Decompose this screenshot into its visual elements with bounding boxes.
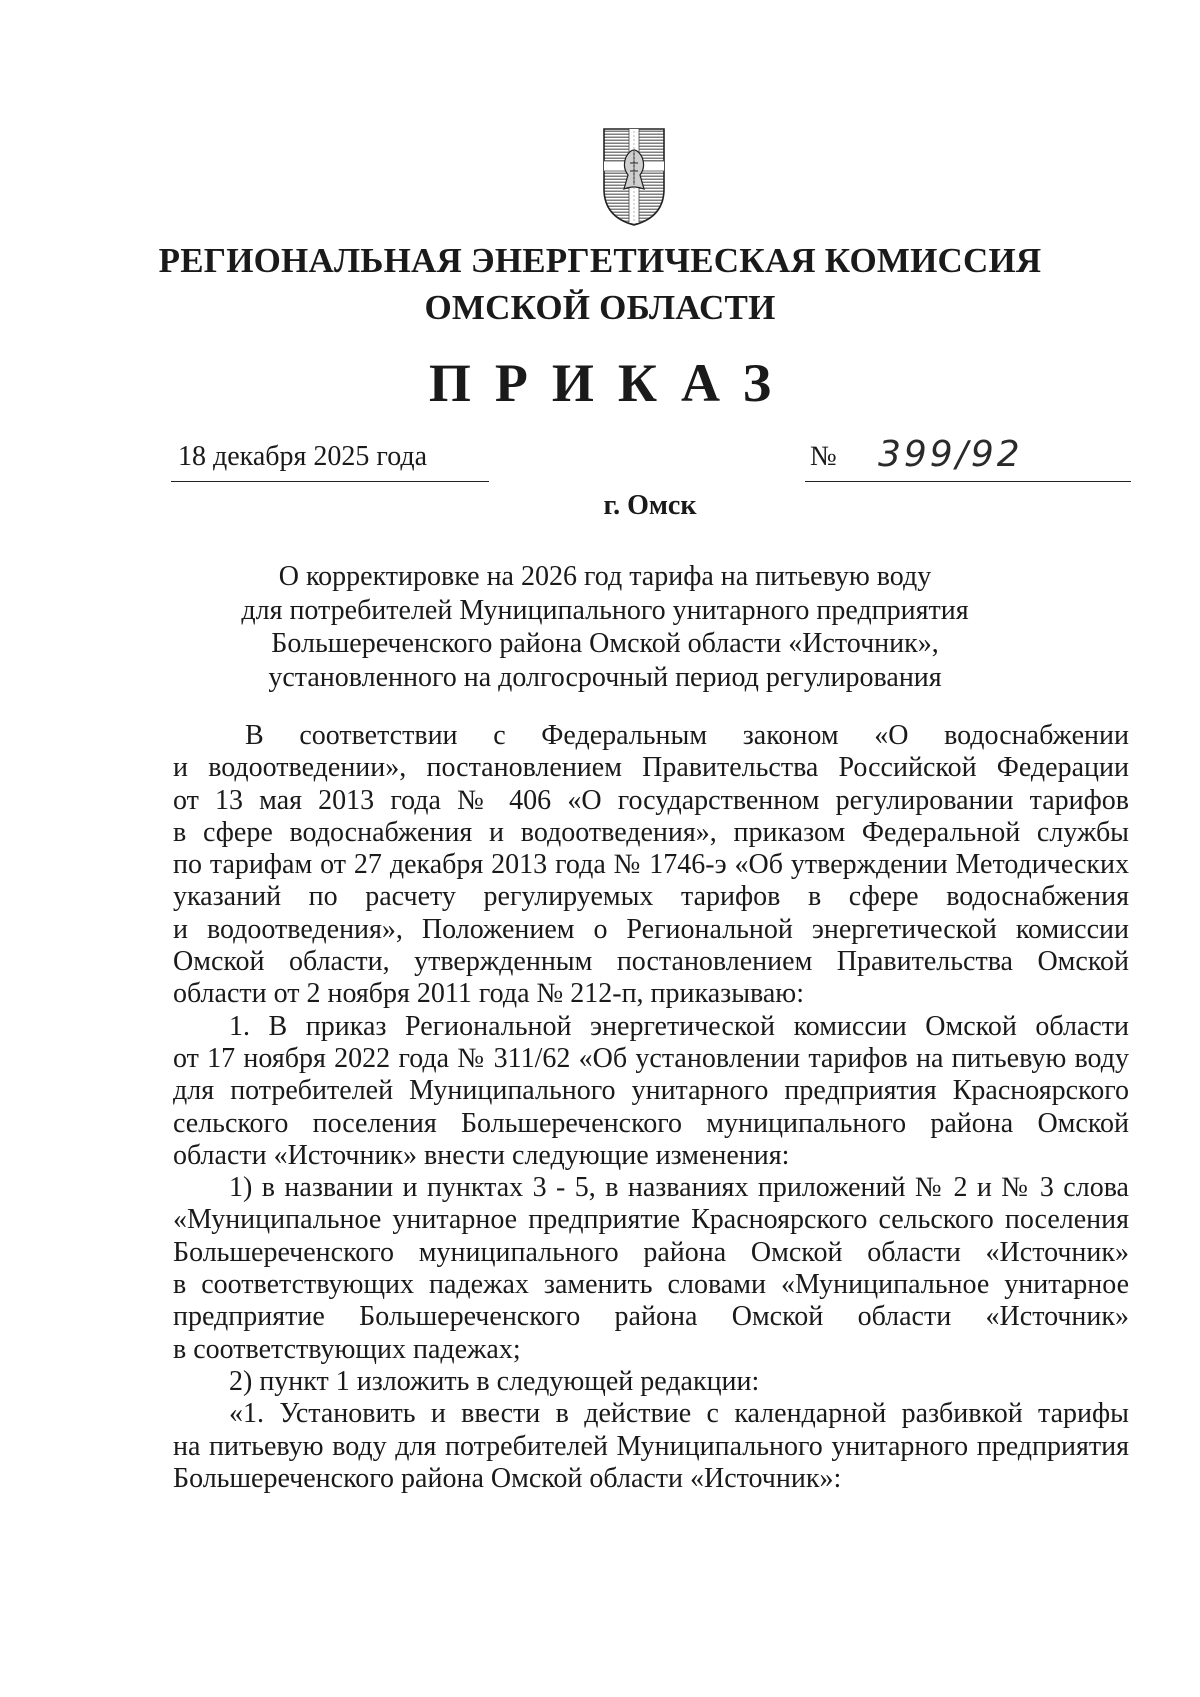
body-line: в соответствующих падежах заменить словами «Муниципальное унитарное — [173, 1269, 1129, 1301]
body-line: сельского поселения Большереченского муниципального района Омской — [173, 1107, 1129, 1139]
body-line: 2) пункт 1 изложить в следующей редакции: — [229, 1365, 760, 1397]
subject-line: для потребителей Муниципального унитарного предприятия — [241, 594, 969, 626]
document-date: 18 декабря 2025 года — [178, 441, 428, 472]
body-line: «Муниципальное унитарное предприятие Красноярского сельского поселения — [173, 1204, 1129, 1236]
document-subject — [0, 560, 1200, 694]
body-line: от 17 ноября 2022 года № 311/62 «Об установлении тарифов на питьевую воду — [173, 1042, 1129, 1074]
organization-name-line1: РЕГИОНАЛЬНАЯ ЭНЕРГЕТИЧЕСКАЯ КОМИССИЯ — [158, 241, 1042, 280]
body-line: «1. Установить и ввести в действие с календарной разбивкой тарифы — [229, 1398, 1129, 1430]
body-line: предприятие Большереченского района Омской области «Источник» — [173, 1301, 1129, 1333]
subject-line: О корректировке на 2026 год тарифа на питьевую воду — [278, 561, 932, 592]
body-line: для потребителей Муниципального унитарного предприятия Красноярского — [173, 1075, 1129, 1107]
subject-line: установленного на долгосрочный период регулирования — [268, 661, 942, 693]
body-line: и водоотведении», постановлением Правительства Российской Федерации — [173, 752, 1129, 784]
body-line: по тарифам от 27 декабря 2013 года № 1746-э «Об утверждении Методических — [173, 849, 1129, 881]
document-type-title: ПРИКАЗ — [428, 353, 796, 413]
body-line: в соответствующих падежах; — [173, 1333, 521, 1365]
coat-of-arms-emblem — [602, 127, 666, 227]
body-line: области «Источник» внести следующие изменения: — [173, 1139, 790, 1171]
body-line: указаний по расчету регулируемых тарифов в сфере водоснабжения — [173, 881, 1129, 913]
document-city: г. Омск — [603, 490, 697, 521]
document-number: 399/92 — [878, 434, 1023, 475]
body-line: на питьевую воду для потребителей Муниципального унитарного предприятия — [173, 1430, 1129, 1462]
body-line: 1) в названии и пунктах 3 - 5, в названиях приложений № 2 и № 3 слова — [229, 1172, 1129, 1204]
number-sign: № — [810, 441, 837, 472]
body-line: Большереченского района Омской области «Источник»: — [173, 1462, 842, 1494]
number-field — [805, 434, 1131, 482]
body-line: Омской области, утвержденным постановлением Правительства Омской — [173, 946, 1129, 978]
body-line: в сфере водоснабжения и водоотведения», приказом Федеральной службы — [173, 816, 1129, 848]
body-line: от 13 мая 2013 года № 406 «О государственном регулировании тарифов — [173, 784, 1129, 816]
body-line: области от 2 ноября 2011 года № 212-п, приказываю: — [173, 978, 804, 1010]
organization-name-line2: ОМСКОЙ ОБЛАСТИ — [424, 288, 776, 327]
body-line: Большереченского муниципального района Омской области «Источник» — [173, 1236, 1129, 1268]
body-line: и водоотведения», Положением о Региональной энергетической комиссии — [173, 913, 1129, 945]
body-line: В соответствии с Федеральным законом «О водоснабжении — [245, 720, 1129, 751]
body-line: 1. В приказ Региональной энергетической комиссии Омской области — [229, 1010, 1129, 1042]
date-field — [171, 441, 489, 482]
subject-line: Большереченского района Омской области «Источник», — [271, 628, 939, 659]
document-body — [173, 720, 1129, 1495]
